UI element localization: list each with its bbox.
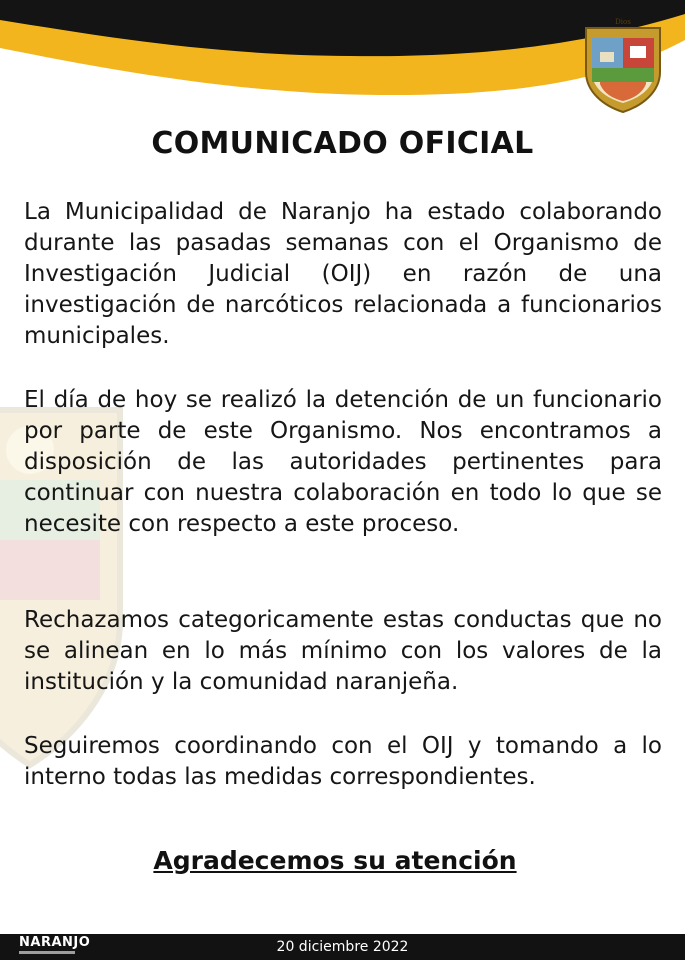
footer-date: 20 diciembre 2022 bbox=[276, 939, 409, 955]
paragraph-2: El día de hoy se realizó la detención de un funcionario por parte de este Organismo. Nos encontramos a disposición de las autoridades pertinentes para continuar con nuestra colaboración en todo lo que se necesite con respecto a este proceso. bbox=[24, 387, 662, 537]
footer-bar bbox=[0, 934, 685, 960]
paragraph-4: Seguiremos coordinando con el OIJ y tomando a lo interno todas las medidas correspondientes. bbox=[24, 733, 662, 790]
closing-line: Agradecemos su atención bbox=[153, 846, 517, 875]
paragraph-3: Rechazamos categoricamente estas conductas que no se alinean en lo más mínimo con los valores de la institución y la comunidad naranjeña. bbox=[24, 607, 662, 695]
page-title: COMUNICADO OFICIAL bbox=[151, 126, 534, 161]
crest-motto: Dios bbox=[615, 18, 631, 26]
municipal-crest-logo bbox=[580, 14, 666, 114]
naranjo-logo: NARANJO bbox=[19, 935, 91, 950]
paragraph-1: La Municipalidad de Naranjo ha estado colaborando durante las pasadas semanas con el Organismo de Investigación Judicial (OIJ) en razón de una investigación de narcóticos relacionada a funcionarios municipales. bbox=[24, 199, 662, 349]
